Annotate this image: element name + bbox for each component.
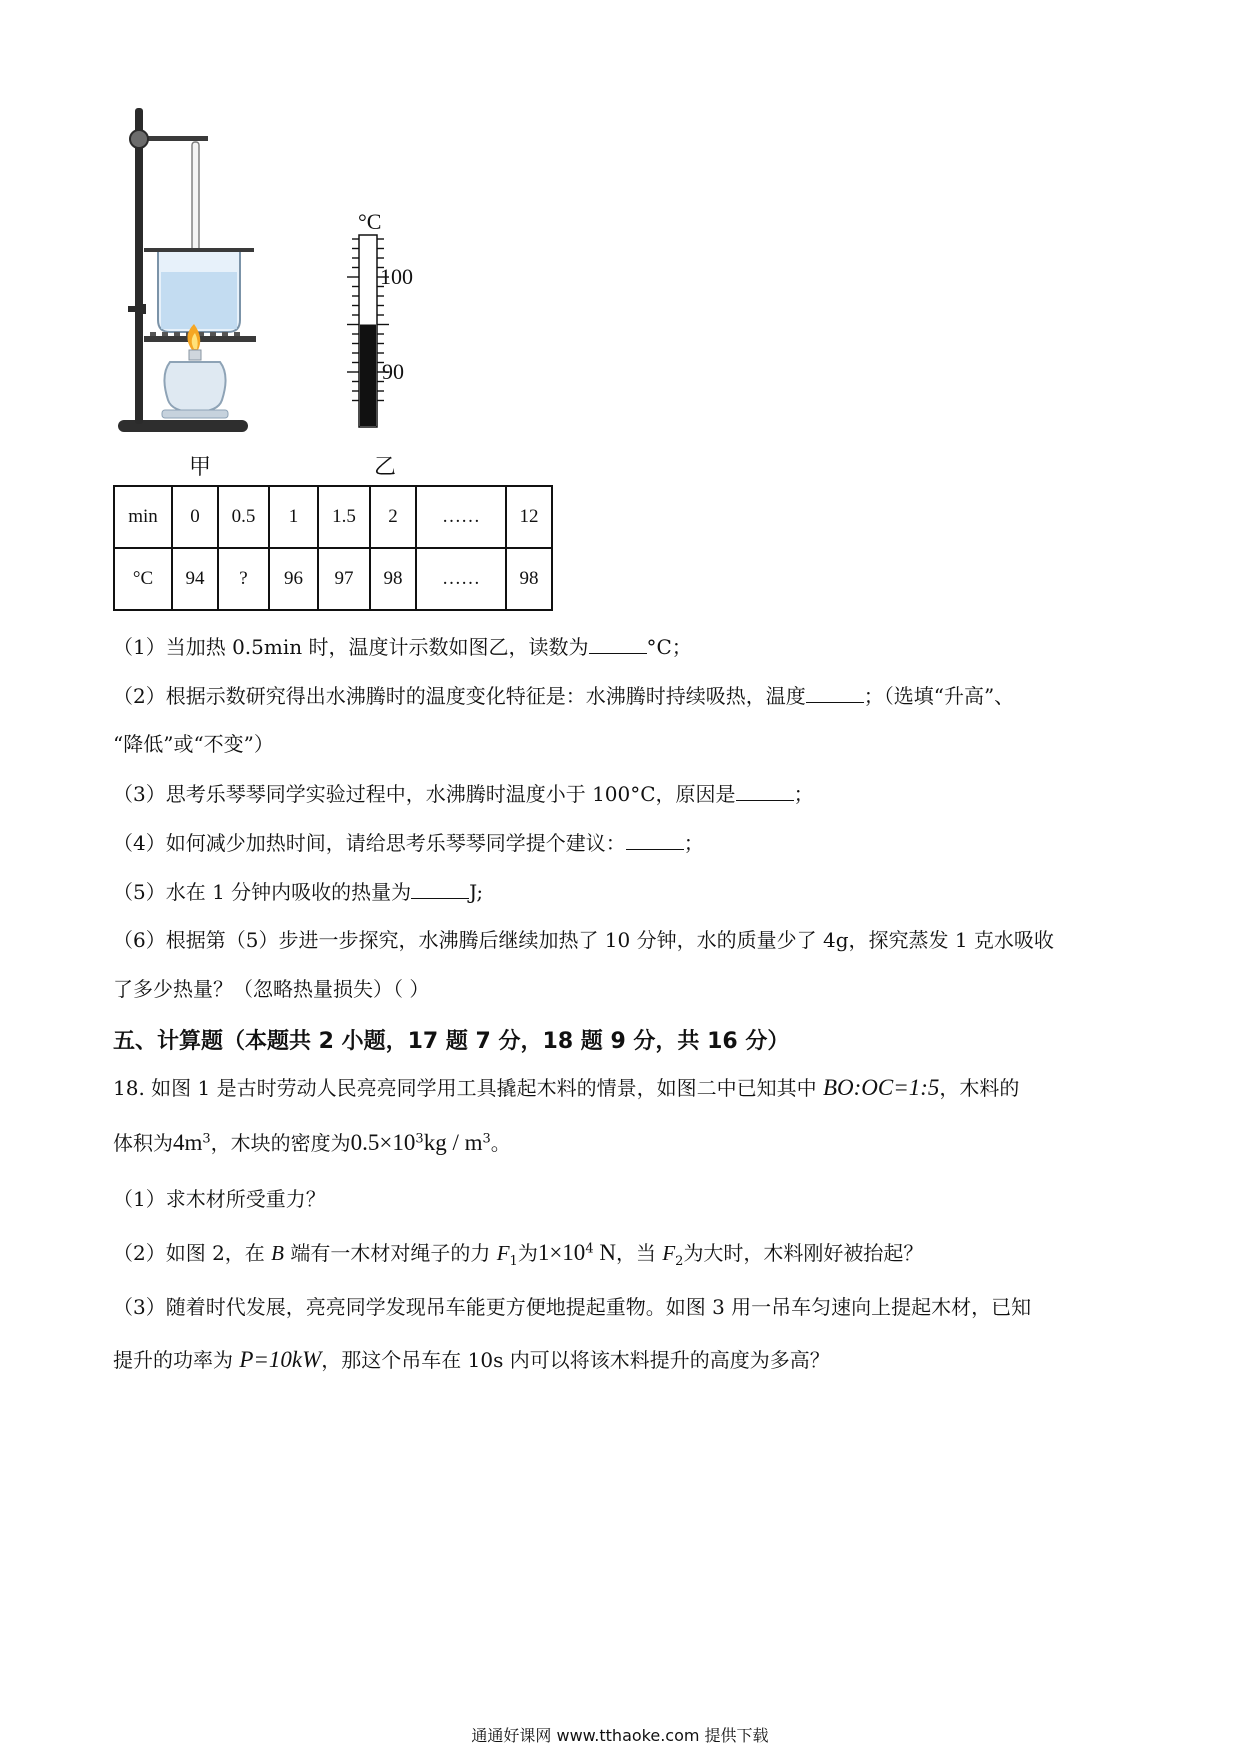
table-cell: min: [114, 486, 172, 548]
q18-part-3-line-2: [113, 1345, 830, 1375]
table-cell: 98: [506, 548, 552, 610]
figure-jia-label: 甲: [189, 455, 212, 480]
question-text: （3）思考乐琴琴同学实验过程中，水沸腾时温度小于 100°C，原因是: [113, 782, 736, 806]
question-1: [113, 631, 692, 662]
section-5-heading: 五、计算题（本题共 2 小题，17 题 7 分，18 题 9 分，共 16 分）: [113, 1029, 790, 1054]
q18-part-2: [113, 1238, 923, 1268]
question-text: （5）水在 1 分钟内吸收的热量为: [113, 880, 412, 904]
table-cell: 1.5: [318, 486, 370, 548]
q18-part-3-line-1: （3）随着时代发展，亮亮同学发现吊车能更方便地提起重物。如图 3 用一吊车匀速向上提起木材，已知: [113, 1295, 1032, 1319]
q18-part-1: （1）求木材所受重力？: [113, 1187, 326, 1211]
table-cell: 96: [269, 548, 318, 610]
question-text: °C；: [646, 635, 692, 659]
table-row-temperature: [114, 548, 552, 610]
force-f1: F: [496, 1241, 510, 1265]
table-cell: 0: [172, 486, 218, 548]
question-text: ，当: [615, 1241, 656, 1265]
question-3: [113, 778, 814, 809]
subscript: 2: [675, 1254, 684, 1269]
density-unit: kg / m: [423, 1130, 483, 1155]
question-text: （4）如何减少加热时间，请给思考乐琴琴同学提个建议：: [113, 831, 626, 855]
table-cell: °C: [114, 548, 172, 610]
superscript: 4: [585, 1241, 594, 1257]
question-text: ，木料的: [939, 1076, 1020, 1100]
thermometer-tick-100: 100: [380, 264, 413, 289]
table-cell: ……: [416, 548, 506, 610]
question-text: 。: [490, 1131, 511, 1155]
superscript: 3: [202, 1131, 211, 1147]
power-formula: P=10kW: [239, 1347, 322, 1372]
table-cell: 97: [318, 548, 370, 610]
volume-value: 4m: [173, 1130, 203, 1155]
question-text: ；: [683, 831, 704, 855]
figure-jia-apparatus: [110, 100, 270, 445]
table-cell: 1: [269, 486, 318, 548]
answer-blank[interactable]: [626, 827, 684, 850]
table-cell: ?: [218, 548, 269, 610]
temperature-table: [113, 485, 553, 611]
question-2: [113, 680, 1014, 711]
force-unit: N: [593, 1240, 616, 1265]
figure-yi-thermometer: [330, 205, 450, 430]
table-cell: 98: [370, 548, 416, 610]
answer-blank[interactable]: [411, 876, 469, 899]
density-value: 0.5×10: [350, 1130, 416, 1155]
question-text: 为大时，木料刚好被抬起？: [683, 1241, 924, 1265]
q18-volume-density: [113, 1128, 511, 1158]
answer-blank[interactable]: [736, 778, 794, 801]
question-text: ；: [793, 782, 814, 806]
page-footer: 通通好课网 www.tthaoke.com 提供下载: [471, 1726, 769, 1745]
question-text: （2）如图 2，在: [113, 1241, 265, 1265]
question-text: J;: [469, 880, 484, 904]
thermometer-unit: °C: [358, 209, 382, 234]
question-6-line-1: （6）根据第（5）步进一步探究，水沸腾后继续加热了 10 分钟，水的质量少了 4g，探究蒸发 1 克水吸收: [113, 928, 1054, 952]
question-text: （1）当加热 0.5min 时，温度计示数如图乙，读数为: [113, 635, 589, 659]
question-2-continued: “降低”或“不变”）: [113, 732, 274, 756]
question-text: ，那这个吊车在 10s 内可以将该木料提升的高度为多高？: [321, 1348, 830, 1372]
question-5: [113, 876, 483, 907]
superscript: 3: [415, 1131, 424, 1147]
table-cell: 94: [172, 548, 218, 610]
question-text: 提升的功率为: [113, 1348, 233, 1372]
superscript: 3: [482, 1131, 491, 1147]
question-4: [113, 827, 704, 858]
force-f2: F: [662, 1241, 676, 1265]
question-6-line-2: 了多少热量？（忽略热量损失）（ ）: [113, 977, 430, 1001]
answer-blank[interactable]: [589, 631, 647, 654]
figure-yi-label: 乙: [374, 455, 397, 480]
answer-blank[interactable]: [806, 680, 864, 703]
question-text: 18. 如图 1 是古时劳动人民亮亮同学用工具撬起木料的情景，如图二中已知其中: [113, 1076, 817, 1100]
table-cell: 2: [370, 486, 416, 548]
table-cell: 0.5: [218, 486, 269, 548]
thermometer-tick-90: 90: [382, 359, 404, 384]
table-cell: 12: [506, 486, 552, 548]
question-text: （2）根据示数研究得出水沸腾时的温度变化特征是：水沸腾时持续吸热，温度: [113, 684, 806, 708]
question-text: 体积为: [113, 1131, 173, 1155]
force-value: 1×10: [537, 1240, 586, 1265]
question-text: 端有一木材对绳子的力: [290, 1241, 491, 1265]
q18-intro: [113, 1073, 1019, 1103]
table-row-time: [114, 486, 552, 548]
question-text: 为: [517, 1241, 538, 1265]
table-cell: ……: [416, 486, 506, 548]
point-b: B: [271, 1241, 284, 1265]
question-text: ，木块的密度为: [210, 1131, 351, 1155]
ratio-formula: BO:OC=1:5: [822, 1075, 940, 1100]
thermometer-mercury-column: [360, 325, 376, 427]
subscript: 1: [509, 1254, 518, 1269]
question-text: ；（选填“升高”、: [863, 684, 1015, 708]
